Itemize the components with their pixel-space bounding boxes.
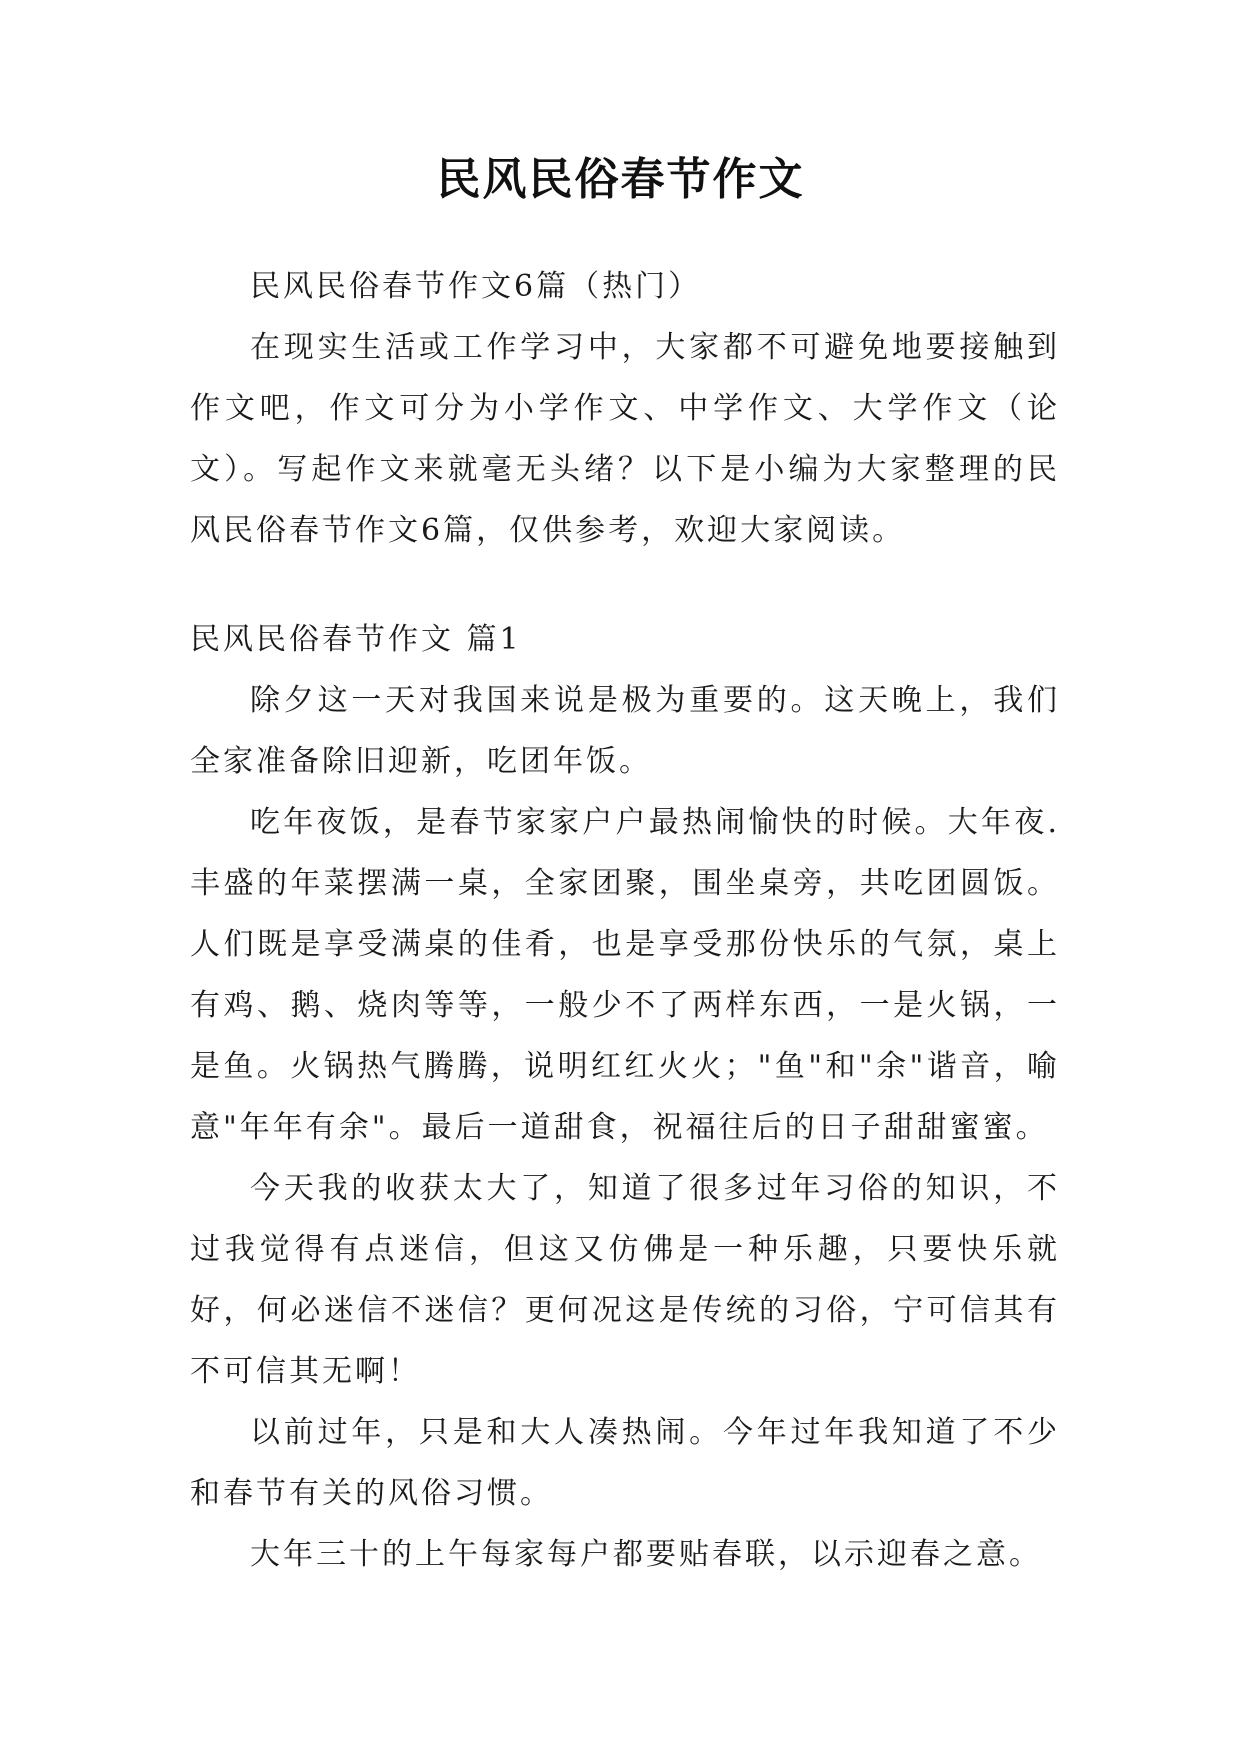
intro-heading: 民风民俗春节作文6篇（热门） — [250, 269, 702, 304]
body-paragraph: 以前过年，只是和大人凑热闹。今年过年我知道了不少和春节有关的风俗习惯。 — [190, 1415, 1060, 1511]
intro-paragraph: 在现实生活或工作学习中，大家都不可避免地要接触到作文吧，作文可分为小学作文、中学作文、大学作文（论文）。写起作文来就毫无头绪？以下是小编为大家整理的民风民俗春节作文6篇，仅供参考，欢迎大家阅读。 — [190, 330, 1060, 548]
body-paragraph: 除夕这一天对我国来说是极为重要的。这天晚上，我们全家准备除旧迎新，吃团年饭。 — [190, 683, 1060, 779]
document-title: 民风民俗春节作文 — [436, 154, 805, 205]
body-paragraph: 大年三十的上午每家每户都要贴春联，以示迎春之意。 — [250, 1537, 1042, 1572]
section-heading: 民风民俗春节作文 篇1 — [190, 622, 522, 657]
body-paragraph: 吃年夜饭，是春节家家户户最热闹愉快的时候。大年夜.丰盛的年菜摆满一桌，全家团聚，围坐桌旁，共吃团圆饭。人们既是享受满桌的佳肴，也是享受那份快乐的气氛，桌上有鸡、鹅、烧肉等等，一般少不了两样东西，一是火锅，一是鱼。火锅热气腾腾，说明红红火火；"鱼"和"余"谐音，喻意"年年有余"。最后一道甜食，祝福往后的日子甜甜蜜蜜。 — [190, 805, 1060, 1145]
document-body — [190, 256, 1060, 1585]
body-paragraph: 今天我的收获太大了，知道了很多过年习俗的知识，不过我觉得有点迷信，但这又仿佛是一种乐趣，只要快乐就好，何必迷信不迷信？更何况这是传统的习俗，宁可信其有不可信其无啊！ — [190, 1171, 1060, 1389]
